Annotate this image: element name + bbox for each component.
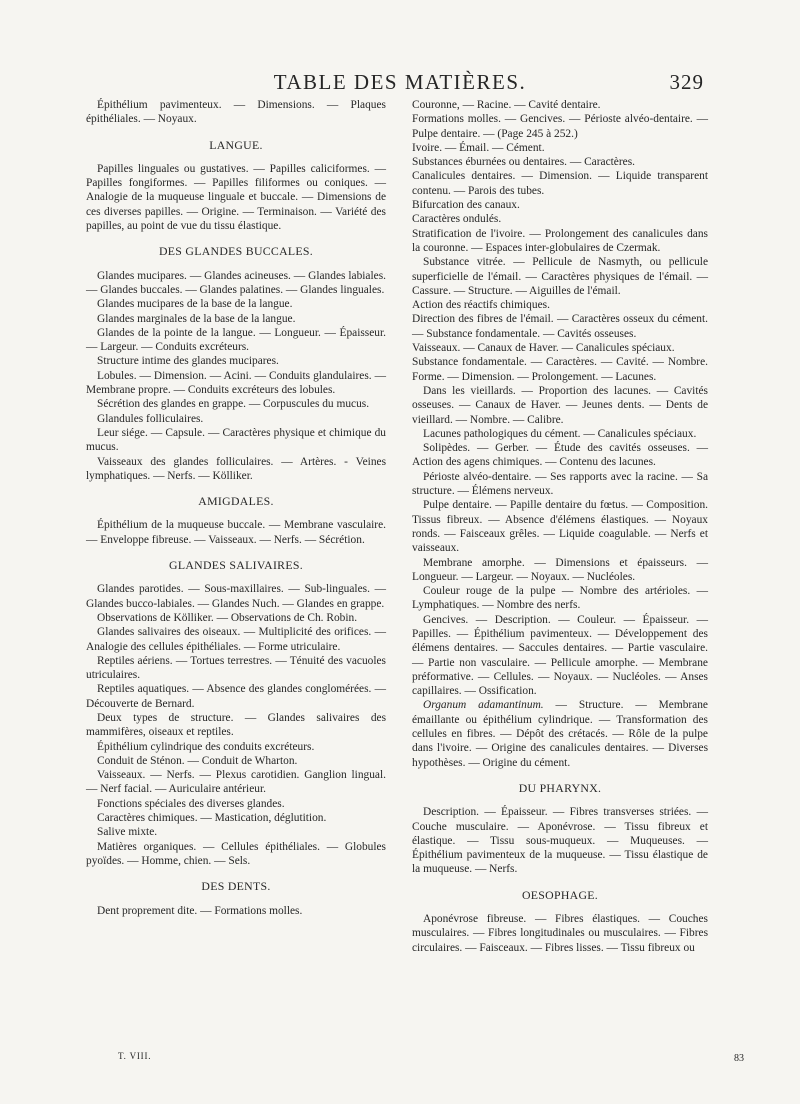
toc-entry: Formations molles. — Gencives. — Périoste alvéo-dentaire. — Pulpe dentaire. — (Page 245 à 252.)	[412, 113, 708, 140]
toc-entry: Substance vitrée. — Pellicule de Nasmyth, ou pellicule superficielle de l'émail. — Caractères physiques de l'émail. — Cassure. — Structure. — Aiguilles de l'émail.	[412, 256, 708, 297]
toc-entry: Vaisseaux des glandes folliculaires. — Artères. - Veines lymphatiques. — Nerfs. — Kölliker.	[86, 455, 386, 482]
toc-entry: Couronne, — Racine. — Cavité dentaire.	[412, 99, 601, 111]
toc-entry: Reptiles aériens. — Tortues terrestres. — Ténuité des vacuoles utriculaires.	[86, 654, 386, 682]
page-title: TABLE DES MATIÈRES.	[273, 70, 527, 94]
toc-entry: Glandes mucipares de la base de la langue.	[97, 298, 293, 311]
toc-entry: Substances éburnées ou dentaires. — Caractères.	[412, 156, 635, 169]
page-number: 329	[669, 70, 704, 94]
section-heading: DES GLANDES BUCCALES.	[158, 244, 314, 259]
toc-entry	[412, 698, 708, 769]
toc-entry: Matières organiques. — Cellules épithéliales. — Globules pyoïdes. — Homme, chien. — Sels.	[86, 840, 386, 867]
toc-entry: Glandes de la pointe de la langue. — Longueur. — Épaisseur. — Largeur. — Conduits excréteurs.	[86, 326, 386, 354]
section-heading: DES DENTS.	[201, 879, 271, 894]
section-heading: OESOPHAGE.	[521, 887, 599, 902]
toc-entry: Fonctions spéciales des diverses glandes.	[97, 797, 285, 810]
toc-entry: Papilles linguales ou gustatives. — Papilles caliciformes. — Papilles fongiformes. — Papilles filiformes ou coniques. — Analogie de la muqueuse linguale et buccale. — Dimensions de ces diverses papilles. — Origine. — Terminaison. — Variété des papilles, au point de vue du tissu élastique.	[86, 162, 386, 233]
toc-entry: Glandes salivaires des oiseaux. — Multiplicité des orifices. — Analogie des cellules épithéliales. — Forme utriculaire.	[86, 626, 386, 653]
toc-entry: Aponévrose fibreuse. — Fibres élastiques. — Couches musculaires. — Fibres longitudinales ou musculaires. — Fibres circulaires. — Faisceaux. — Fibres lisses. — Tissu fibreux ou	[412, 913, 708, 954]
toc-entry: Glandes marginales de la base de la langue.	[97, 312, 296, 325]
toc-entry: Reptiles aquatiques. — Absence des glandes conglomérées. — Découverte de Bernard.	[86, 683, 386, 710]
entry-italic-term: Organum adamantinum.	[423, 699, 544, 712]
toc-entry: Stratification de l'ivoire. — Prolongement des canalicules dans la couronne. — Espaces inter-globulaires de Czermak.	[412, 227, 708, 254]
toc-entry: Canalicules dentaires. — Dimension. — Liquide transparent contenu. — Parois des tubes.	[412, 170, 708, 197]
entry-text: — Structure. — Membrane émaillante ou épithélium cylindrique. — Transformation des cellules en fibres. — Dépôt des crétacés. — Rôle de la pulpe dans l'ivoire. — Origine des canalicules dentaires. — Diverses hypothèses. — Origine du cément.	[412, 699, 708, 769]
section-heading: LANGUE.	[209, 137, 263, 152]
toc-entry: Substance fondamentale. — Caractères. — Cavité. — Nombre. Forme. — Dimension. — Prolongement. — Lacunes.	[412, 356, 708, 383]
toc-entry: Épithélium pavimenteux. — Dimensions. — Plaques épithéliales. — Noyaux.	[86, 99, 386, 126]
toc-entry: Conduit de Sténon. — Conduit de Wharton.	[97, 754, 298, 767]
toc-entry: Épithélium de la muqueuse buccale. — Membrane vasculaire. — Enveloppe fibreuse. — Vaisseaux. — Nerfs. — Sécrétion.	[86, 519, 386, 546]
toc-entry: Vaisseaux. — Nerfs. — Plexus carotidien. Ganglion lingual. — Nerf facial. — Auriculaire antérieur.	[86, 769, 386, 796]
toc-entry: Membrane amorphe. — Dimensions et épaisseurs. — Longueur. — Largeur. — Noyaux. — Nucléoles.	[412, 556, 708, 583]
left-column	[86, 98, 386, 918]
right-column	[412, 98, 708, 955]
toc-entry: Observations de Kölliker. — Observations de Ch. Robin.	[97, 611, 358, 624]
toc-entry: Glandules folliculaires.	[97, 412, 204, 425]
toc-entry: Pulpe dentaire. — Papille dentaire du fœtus. — Composition. Tissus fibreux. — Absence d'élémens élastiques. — Noyaux ronds. — Faisceaux grêles. — Liquide coagulable. — Nerfs et vaisseaux.	[412, 499, 708, 555]
toc-entry: Lobules. — Dimension. — Acini. — Conduits glandulaires. — Membrane propre. — Conduits excréteurs des lobules.	[86, 369, 386, 397]
toc-entry: Dans les vieillards. — Proportion des lacunes. — Cavités osseuses. — Canaux de Haver. — Jeunes dents. — Dents de vieillard. — Nombre. — Calibre.	[412, 384, 708, 426]
toc-entry: Action des réactifs chimiques.	[412, 299, 550, 312]
section-heading: AMIGDALES.	[198, 494, 274, 509]
toc-entry: Bifurcation des canaux.	[412, 199, 520, 212]
toc-entry: Gencives. — Description. — Couleur. — Épaisseur. — Papilles. — Épithélium pavimenteux. — Développement des élémens dentaires. — Saccules dentaires. — Partie vasculaire. — Partie non vasculaire. — Pellicule amorphe. — Membrane préformative. — Cellules. — Noyaux. — Nucléoles. — Anses capillaires. — Ossification.	[412, 613, 708, 698]
toc-entry: Salive mixte.	[97, 826, 158, 839]
toc-entry: Dent proprement dite. — Formations molles.	[97, 904, 303, 917]
toc-entry: Vaisseaux. — Canaux de Haver. — Canalicules spéciaux.	[412, 342, 675, 355]
toc-entry: Direction des fibres de l'émail. — Caractères osseux du cément. — Substance fondamentale. — Cavités osseuses.	[412, 313, 708, 340]
toc-entry: Solipèdes. — Gerber. — Étude des cavités osseuses. — Action des agens chimiques. — Contenu des lacunes.	[412, 442, 708, 469]
toc-entry: Ivoire. — Émail. — Cément.	[412, 141, 545, 154]
toc-entry: Deux types de structure. — Glandes salivaires des mammifères, oiseaux et reptiles.	[86, 711, 386, 739]
toc-entry: Structure intime des glandes mucipares.	[97, 355, 279, 368]
toc-entry: Glandes parotides. — Sous-maxillaires. — Sub-linguales. — Glandes bucco-labiales. — Glandes Nuch. — Glandes en grappe.	[86, 583, 386, 610]
toc-entry: Description. — Épaisseur. — Fibres transverses striées. — Couche musculaire. — Aponévrose. — Tissu fibreux et élastique. — Tissu sous-muqueux. — Muqueuses. — Épithélium pavimenteux de la muqueuse. — Tissu élastique de la muqueuse. — Nerfs.	[412, 806, 708, 876]
volume-marker: T. VIII.	[118, 1051, 152, 1061]
toc-entry: Lacunes pathologiques du cément. — Canalicules spéciaux.	[423, 427, 697, 440]
toc-entry: Couleur rouge de la pulpe — Nombre des artérioles. — Lymphatiques. — Nombre des nerfs.	[412, 585, 708, 612]
toc-entry: Épithélium cylindrique des conduits excréteurs.	[97, 740, 315, 753]
toc-entry: Périoste alvéo-dentaire. — Ses rapports avec la racine. — Sa structure. — Élémens nerveux.	[412, 470, 708, 498]
signature-mark: 83	[734, 1053, 744, 1064]
toc-entry: Sécrétion des glandes en grappe. — Corpuscules du mucus.	[97, 398, 370, 411]
section-heading: GLANDES SALIVAIRES.	[169, 558, 303, 573]
toc-entry: Glandes mucipares. — Glandes acineuses. — Glandes labiales. — Glandes buccales. — Glandes palatines. — Glandes linguales.	[86, 269, 386, 296]
toc-entry: Caractères chimiques. — Mastication, déglutition.	[97, 812, 327, 825]
section-heading: DU PHARYNX.	[518, 780, 602, 795]
toc-entry: Leur siége. — Capsule. — Caractères physique et chimique du mucus.	[86, 426, 386, 454]
toc-entry: Caractères ondulés.	[412, 213, 502, 226]
